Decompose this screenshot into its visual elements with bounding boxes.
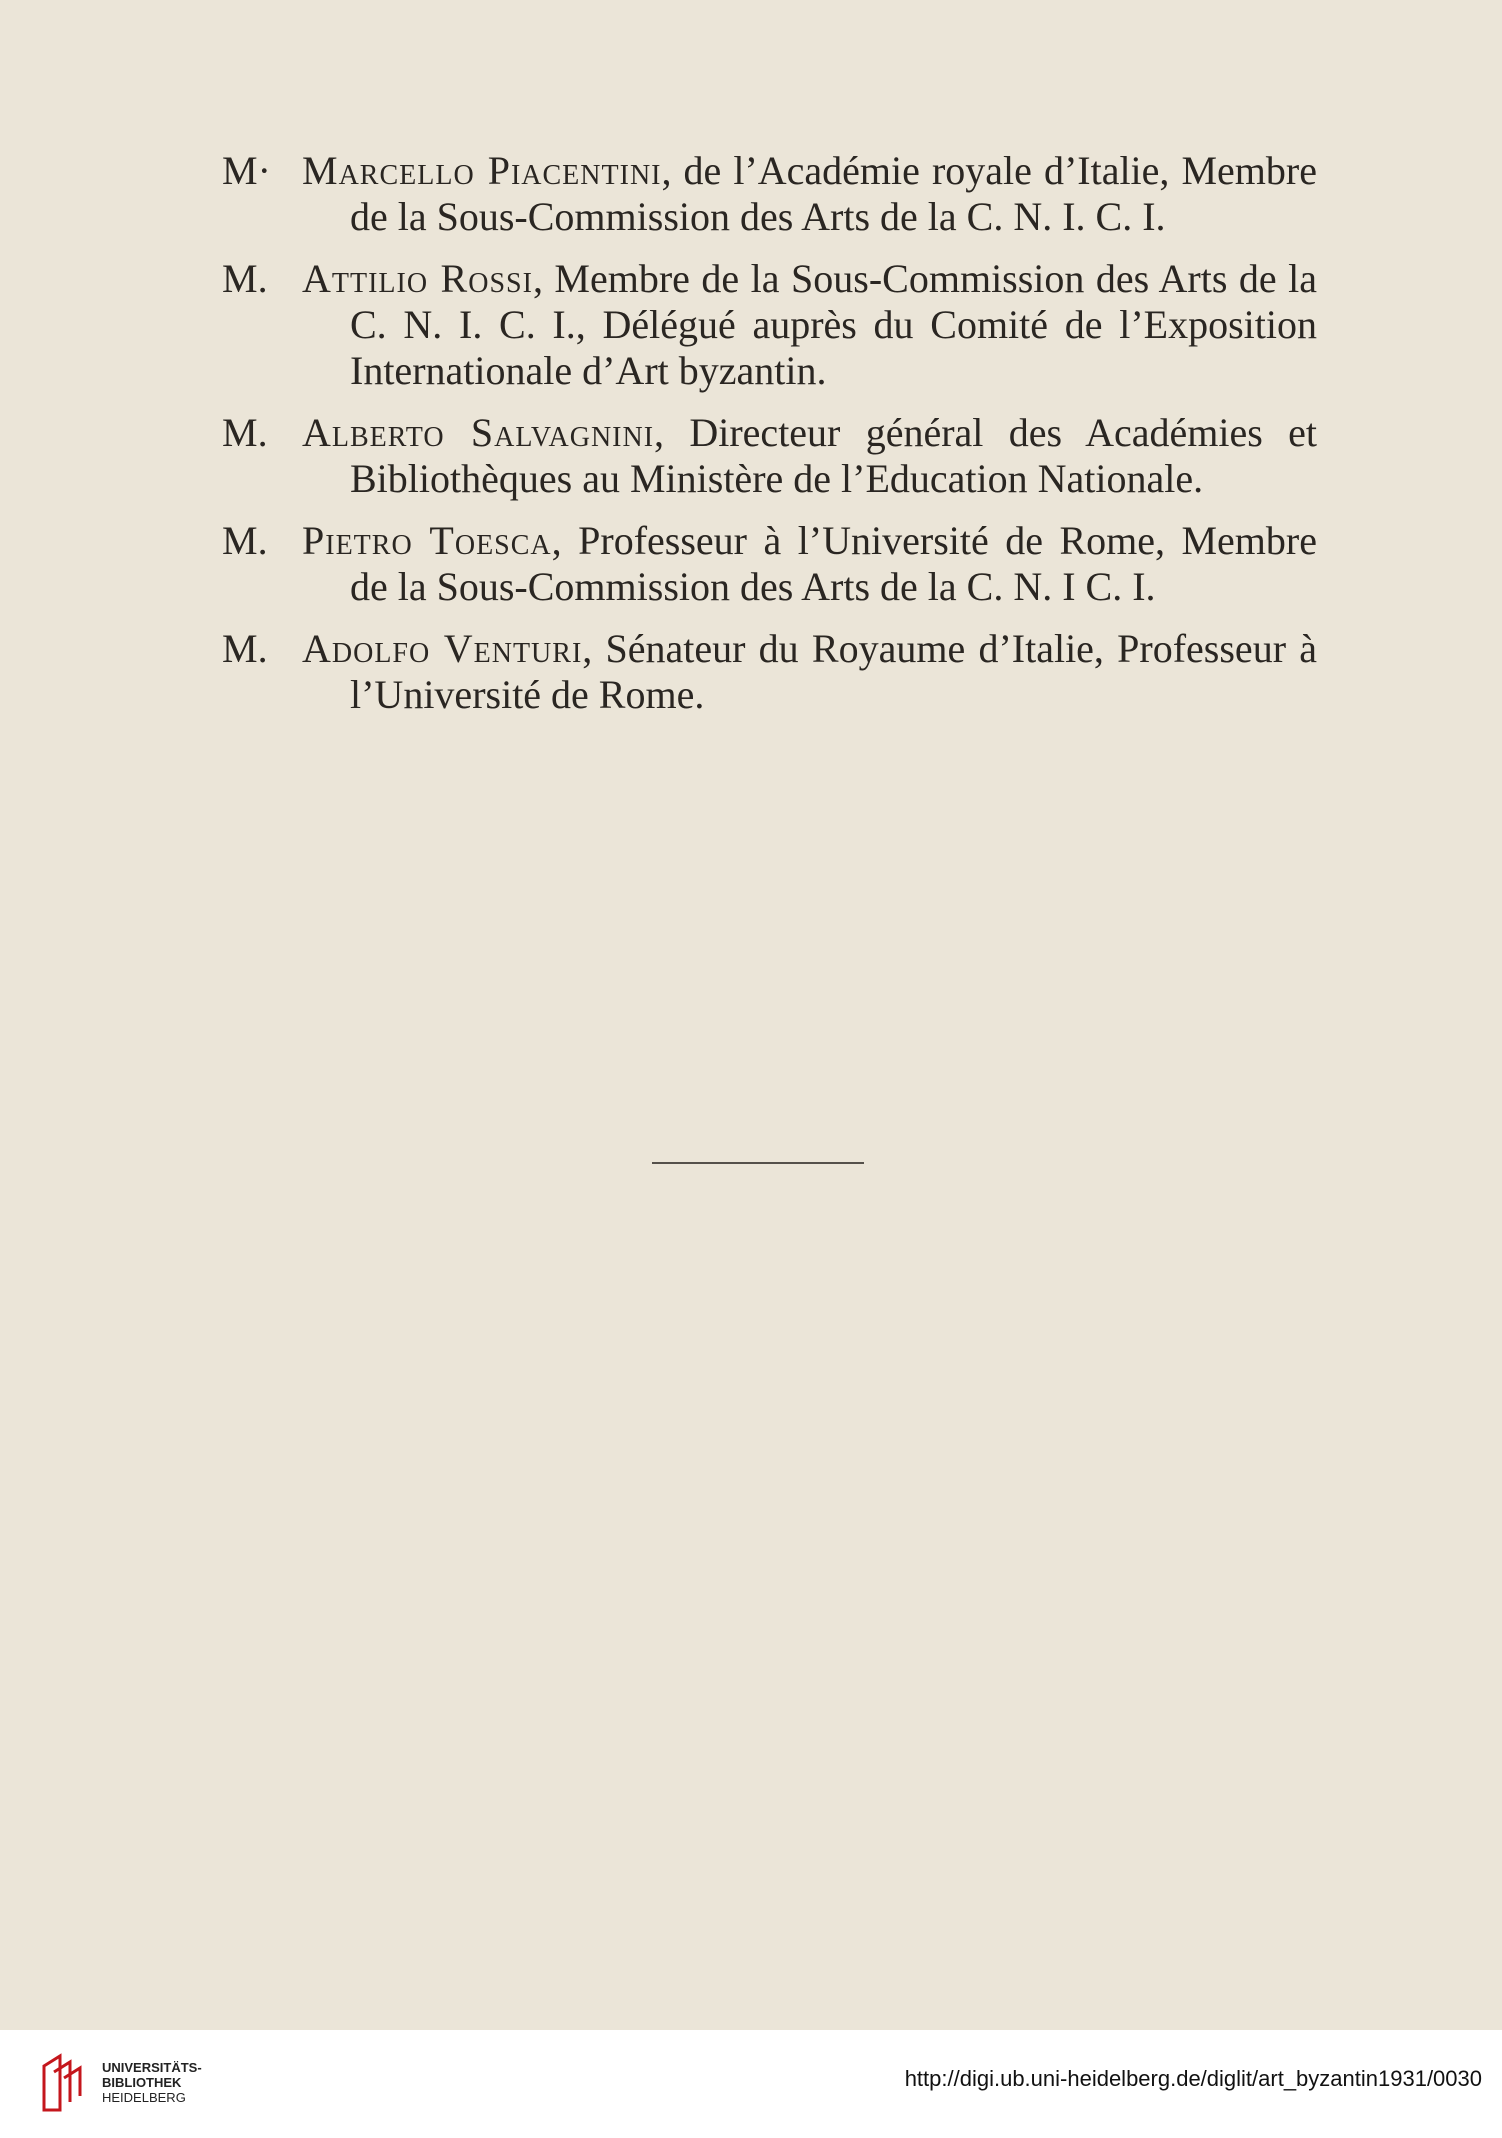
member-title: , Membre de la Sous-Commission des Arts de la C. N. I. C. I., Délégué auprès du Comité de l’Exposition Internationale d’Art byzantin. bbox=[350, 256, 1318, 393]
honorific: M. bbox=[222, 626, 268, 671]
member-title: , de l’Académie royale d’Italie, Membre de la Sous-Commission des Arts de la C. N. I. C. I. bbox=[350, 148, 1317, 239]
honorific: M. bbox=[222, 256, 268, 301]
member-name: Marcello Piacentini bbox=[302, 148, 662, 193]
member-title: , Sénateur du Royaume d’Italie, Professeur à l’Université de Rome. bbox=[350, 626, 1317, 717]
section-divider bbox=[652, 1162, 864, 1164]
member-title: , Professeur à l’Université de Rome, Membre de la Sous-Commission des Arts de la C. N. I C. I. bbox=[350, 518, 1317, 609]
honorific: M· bbox=[222, 148, 271, 193]
list-item bbox=[222, 626, 1317, 718]
member-name: Attilio Rossi bbox=[302, 256, 533, 301]
list-item bbox=[222, 518, 1317, 610]
permalink-url[interactable]: http://digi.ub.uni-heidelberg.de/diglit/art_byzantin1931/0030 bbox=[904, 2066, 1482, 2091]
footer-bar bbox=[0, 2030, 1502, 2138]
member-name: Alberto Salvagnini bbox=[302, 410, 655, 455]
member-name: Pietro Toesca bbox=[302, 518, 552, 563]
list-item bbox=[222, 256, 1317, 394]
member-title: , Directeur général des Académies et Bibliothèques au Ministère de l’Education Nationale. bbox=[350, 410, 1317, 501]
member-list bbox=[222, 148, 1317, 734]
library-logo-icon bbox=[40, 2052, 88, 2114]
honorific: M. bbox=[222, 518, 268, 563]
list-item bbox=[222, 148, 1317, 240]
library-name: UNIVERSITÄTS- BIBLIOTHEK HEIDELBERG bbox=[102, 2060, 202, 2105]
list-item bbox=[222, 410, 1317, 502]
honorific: M. bbox=[222, 410, 268, 455]
member-name: Adolfo Venturi bbox=[302, 626, 583, 671]
